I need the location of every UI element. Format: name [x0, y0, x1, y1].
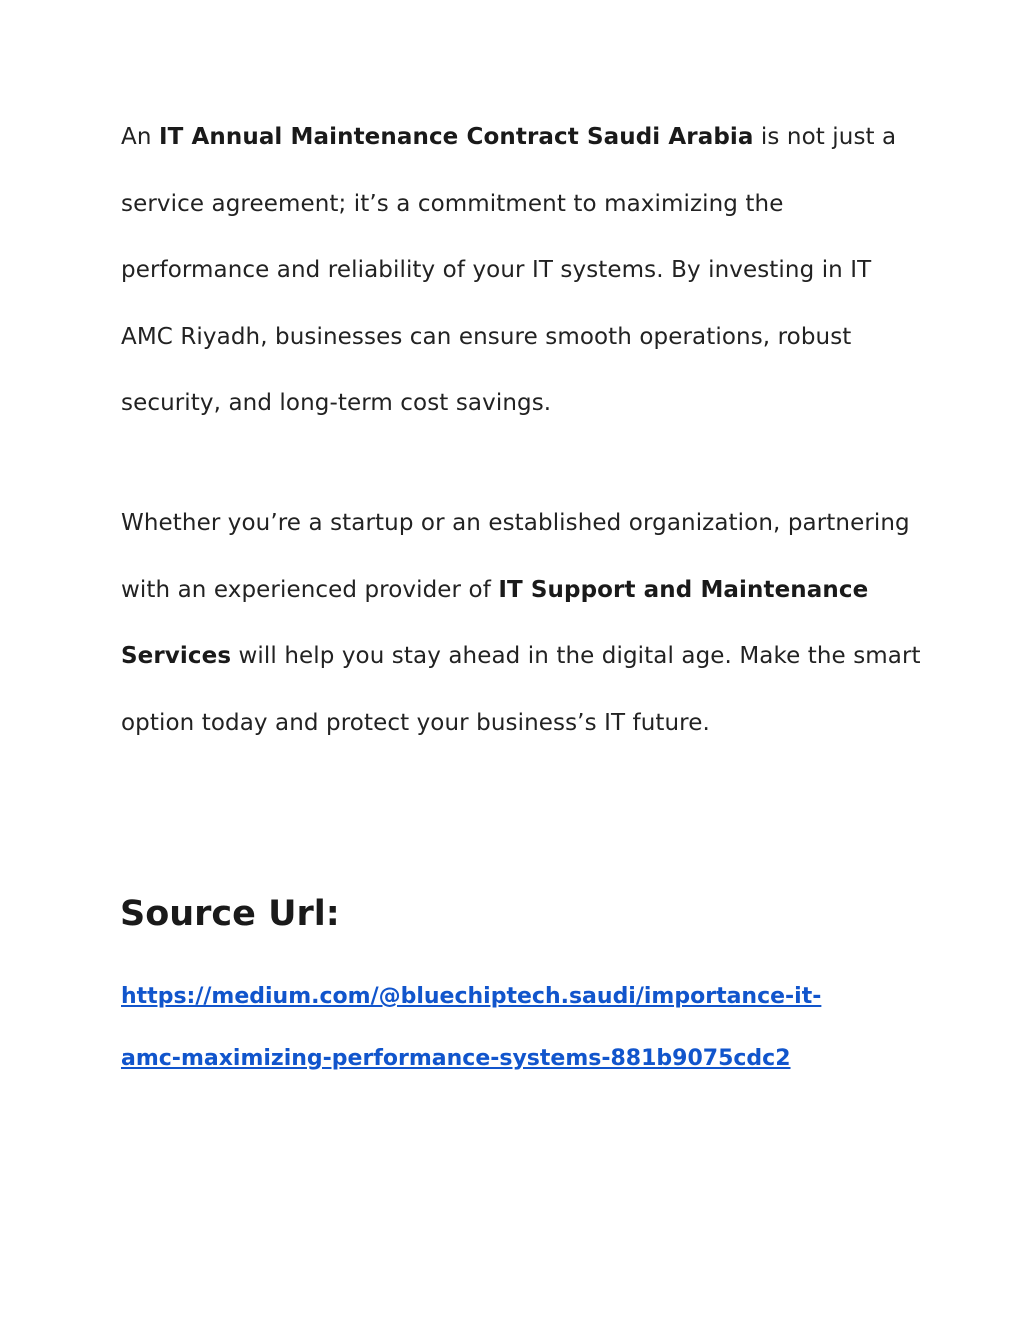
source-url-link[interactable] [121, 966, 921, 1090]
intro-text: An [121, 124, 159, 150]
intro-paragraph [121, 104, 921, 437]
source-url-line-1: https://medium.com/@bluechiptech.saudi/importance-it- [121, 984, 822, 1009]
source-url-heading: Source Url: [120, 894, 340, 934]
conclusion-paragraph [121, 490, 921, 756]
source-url-line-2: amc-maximizing-performance-systems-881b9075cdc2 [121, 1046, 791, 1071]
conclusion-text: Whether you’re a startup or an established organization, partnering with an experienced provider of [121, 510, 910, 603]
bold-term-it-support: IT Support and Maintenance Services [121, 576, 869, 669]
conclusion-rest-text: will help you stay ahead in the digital age. Make the smart option today and protect your business’s IT future. [121, 643, 921, 736]
bold-term-it-amc: IT Annual Maintenance Contract Saudi Arabia [158, 124, 754, 150]
intro-rest-text: is not just a service agreement; it’s a commitment to maximizing the performance and reliability of your IT systems. By investing in IT AMC Riyadh, businesses can ensure smooth operations, robust security, and long-term cost savings. [121, 124, 897, 416]
